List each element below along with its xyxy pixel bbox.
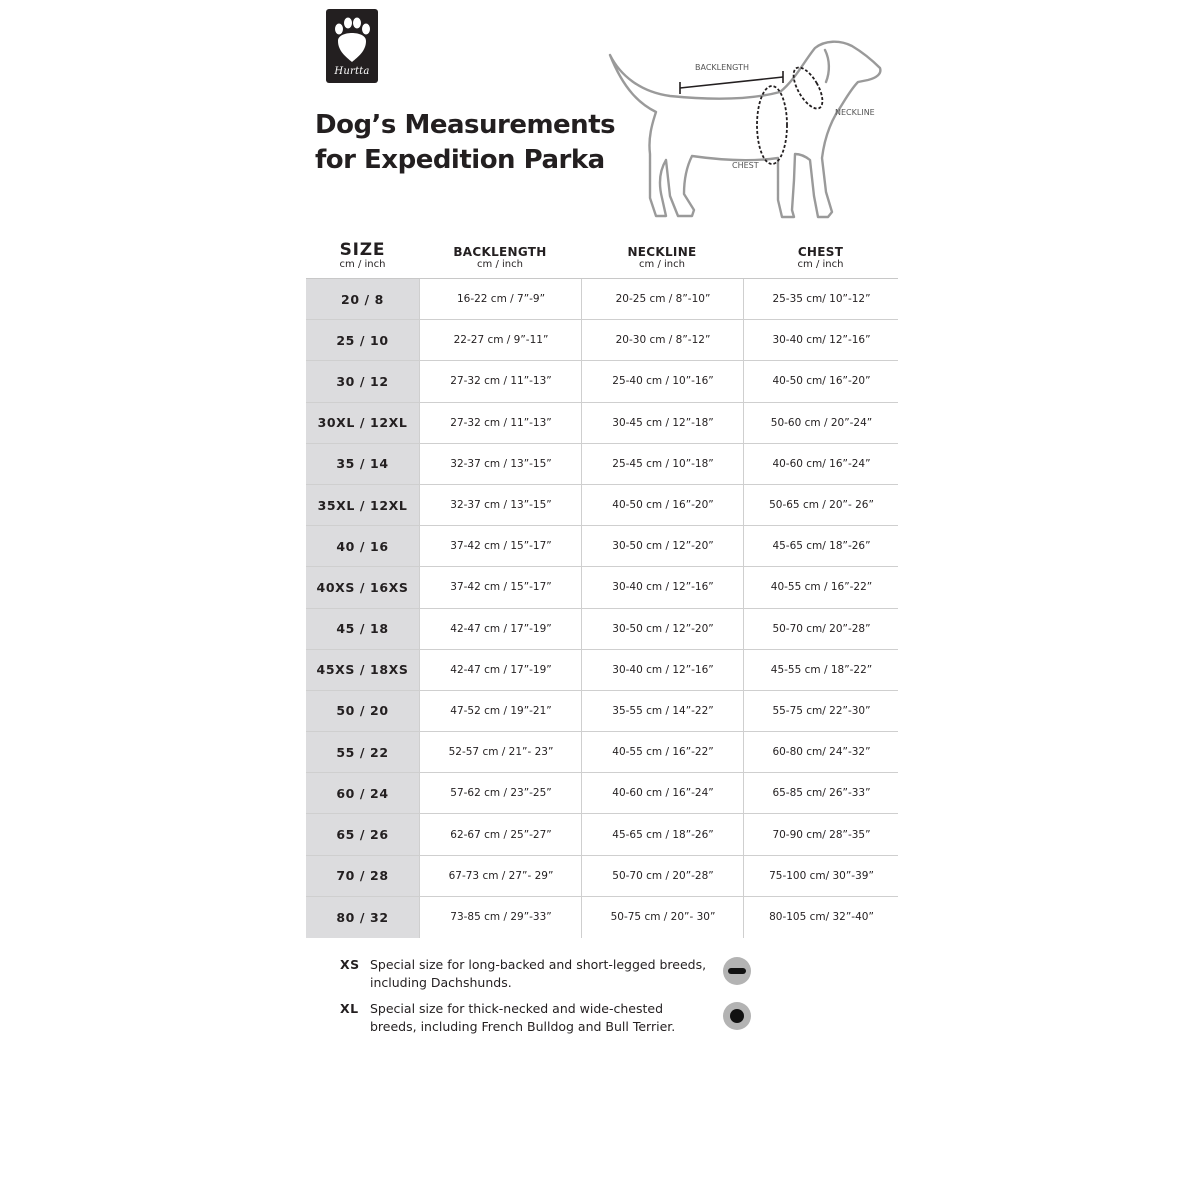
- chest-cell: 50-65 cm / 20”- 26”: [743, 485, 899, 525]
- neckline-cell: 45-65 cm / 18”-26”: [581, 814, 744, 854]
- neckline-cell: 30-50 cm / 12”-20”: [581, 526, 744, 566]
- table-row: [306, 650, 898, 691]
- table-row: [306, 732, 898, 773]
- chest-cell: 55-75 cm/ 22”-30”: [743, 691, 899, 731]
- backlength-cell: 47-52 cm / 19”-21”: [419, 691, 582, 731]
- note-text: Special size for thick-necked and wide-chested breeds, including French Bulldog and Bull Terrier.: [370, 1001, 676, 1034]
- neckline-cell: 20-30 cm / 8”-12”: [581, 320, 744, 360]
- table-row: [306, 320, 898, 361]
- backlength-cell: 32-37 cm / 13”-15”: [419, 485, 582, 525]
- neckline-indicator: [788, 63, 828, 113]
- size-cell: 20 / 8: [306, 279, 419, 319]
- backlength-cell: 42-47 cm / 17”-19”: [419, 650, 582, 690]
- note-text: Special size for long-backed and short-legged breeds, including Dachshunds.: [370, 957, 707, 990]
- note-code: XL: [340, 1001, 359, 1016]
- size-cell: 35 / 14: [306, 444, 419, 484]
- size-cell: 30XL / 12XL: [306, 403, 419, 443]
- backlength-cell: 32-37 cm / 13”-15”: [419, 444, 582, 484]
- size-cell: 45XS / 18XS: [306, 650, 419, 690]
- header-chest: CHEST cm / inch: [797, 245, 844, 270]
- chest-cell: 45-65 cm/ 18”-26”: [743, 526, 899, 566]
- page-title: [315, 108, 615, 178]
- dog-measurement-diagram: [600, 30, 900, 230]
- size-cell: 45 / 18: [306, 609, 419, 649]
- title-line-1: Dog’s Measurements: [315, 110, 616, 140]
- diagram-label-chest: CHEST: [732, 161, 759, 170]
- backlength-cell: 22-27 cm / 9”-11”: [419, 320, 582, 360]
- minus-circle-icon: [723, 957, 751, 985]
- table-header: [306, 238, 898, 279]
- chest-cell: 40-55 cm / 16”-22”: [743, 567, 899, 607]
- brand-wordmark: Hurtta: [334, 66, 370, 77]
- backlength-cell: 52-57 cm / 21”- 23”: [419, 732, 582, 772]
- table-row: [306, 691, 898, 732]
- backlength-cell: 27-32 cm / 11”-13”: [419, 361, 582, 401]
- size-cell: 40 / 16: [306, 526, 419, 566]
- table-row: [306, 773, 898, 814]
- size-cell: 50 / 20: [306, 691, 419, 731]
- chest-cell: 70-90 cm/ 28”-35”: [743, 814, 899, 854]
- neckline-cell: 25-45 cm / 10”-18”: [581, 444, 744, 484]
- header-neckline: NECKLINE cm / inch: [627, 245, 697, 270]
- size-cell: 30 / 12: [306, 361, 419, 401]
- neckline-cell: 50-70 cm / 20”-28”: [581, 856, 744, 896]
- table-row: [306, 361, 898, 402]
- chest-cell: 65-85 cm/ 26”-33”: [743, 773, 899, 813]
- chest-indicator: [757, 86, 787, 164]
- size-cell: 55 / 22: [306, 732, 419, 772]
- brand-logo: [326, 9, 378, 83]
- chest-cell: 45-55 cm / 18”-22”: [743, 650, 899, 690]
- size-cell: 25 / 10: [306, 320, 419, 360]
- backlength-cell: 67-73 cm / 27”- 29”: [419, 856, 582, 896]
- title-line-2: for Expedition Parka: [315, 145, 605, 175]
- header-size: SIZE cm / inch: [339, 240, 386, 270]
- backlength-cell: 62-67 cm / 25”-27”: [419, 814, 582, 854]
- diagram-label-backlength: BACKLENGTH: [695, 63, 749, 72]
- backlength-cell: 27-32 cm / 11”-13”: [419, 403, 582, 443]
- chest-cell: 50-60 cm / 20”-24”: [743, 403, 899, 443]
- chest-cell: 50-70 cm/ 20”-28”: [743, 609, 899, 649]
- dot-circle-icon: [723, 1002, 751, 1030]
- neckline-cell: 30-45 cm / 12”-18”: [581, 403, 744, 443]
- neckline-cell: 40-60 cm / 16”-24”: [581, 773, 744, 813]
- table-row: [306, 485, 898, 526]
- neckline-cell: 50-75 cm / 20”- 30”: [581, 897, 744, 938]
- neckline-cell: 35-55 cm / 14”-22”: [581, 691, 744, 731]
- neckline-cell: 40-50 cm / 16”-20”: [581, 485, 744, 525]
- backlength-cell: 16-22 cm / 7”-9”: [419, 279, 582, 319]
- diagram-label-neckline: NECKLINE: [835, 108, 875, 117]
- size-cell: 60 / 24: [306, 773, 419, 813]
- neckline-cell: 30-40 cm / 12”-16”: [581, 650, 744, 690]
- backlength-indicator: [680, 71, 783, 94]
- table-row: [306, 609, 898, 650]
- chest-cell: 40-50 cm/ 16”-20”: [743, 361, 899, 401]
- size-cell: 40XS / 16XS: [306, 567, 419, 607]
- table-row: [306, 279, 898, 320]
- size-cell: 80 / 32: [306, 897, 419, 938]
- table-row: [306, 897, 898, 938]
- backlength-cell: 57-62 cm / 23”-25”: [419, 773, 582, 813]
- table-row: [306, 814, 898, 855]
- neckline-cell: 40-55 cm / 16”-22”: [581, 732, 744, 772]
- neckline-cell: 25-40 cm / 10”-16”: [581, 361, 744, 401]
- size-cell: 70 / 28: [306, 856, 419, 896]
- table-row: [306, 403, 898, 444]
- size-cell: 65 / 26: [306, 814, 419, 854]
- backlength-cell: 37-42 cm / 15”-17”: [419, 567, 582, 607]
- size-table: [306, 279, 898, 938]
- chest-cell: 25-35 cm/ 10”-12”: [743, 279, 899, 319]
- table-row: [306, 567, 898, 608]
- chest-cell: 30-40 cm/ 12”-16”: [743, 320, 899, 360]
- table-row: [306, 444, 898, 485]
- chest-cell: 40-60 cm/ 16”-24”: [743, 444, 899, 484]
- chest-cell: 75-100 cm/ 30”-39”: [743, 856, 899, 896]
- neckline-cell: 20-25 cm / 8”-10”: [581, 279, 744, 319]
- backlength-cell: 37-42 cm / 15”-17”: [419, 526, 582, 566]
- neckline-cell: 30-50 cm / 12”-20”: [581, 609, 744, 649]
- neckline-cell: 30-40 cm / 12”-16”: [581, 567, 744, 607]
- chest-cell: 60-80 cm/ 24”-32”: [743, 732, 899, 772]
- chest-cell: 80-105 cm/ 32”-40”: [743, 897, 899, 938]
- backlength-cell: 42-47 cm / 17”-19”: [419, 609, 582, 649]
- table-row: [306, 526, 898, 567]
- backlength-cell: 73-85 cm / 29”-33”: [419, 897, 582, 938]
- header-backlength: BACKLENGTH cm / inch: [453, 245, 547, 270]
- table-row: [306, 856, 898, 897]
- note-code: XS: [340, 957, 360, 972]
- size-cell: 35XL / 12XL: [306, 485, 419, 525]
